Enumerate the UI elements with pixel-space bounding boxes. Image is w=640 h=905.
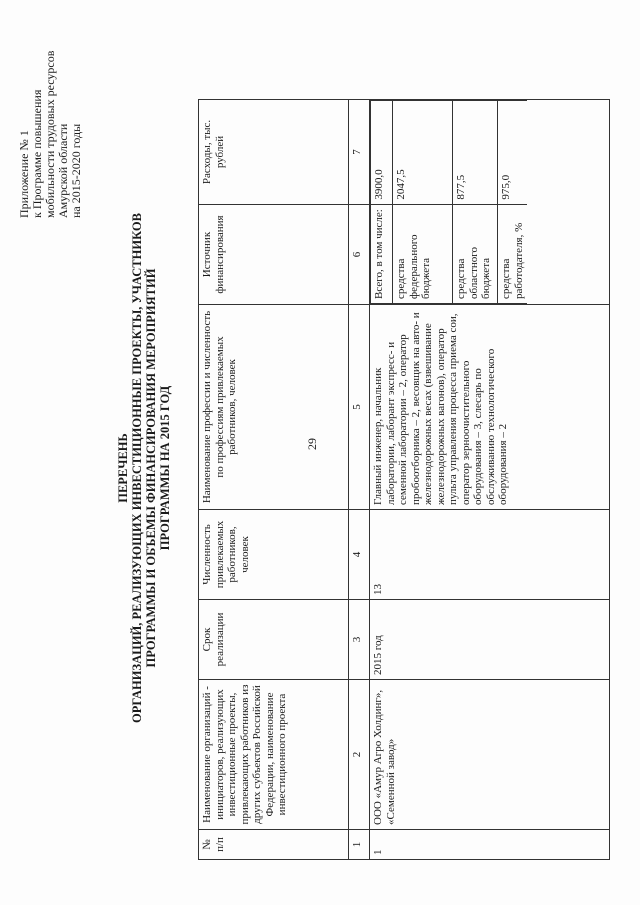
column-number: 7	[349, 100, 370, 205]
column-number: 3	[349, 600, 370, 680]
row-num: 1	[370, 830, 610, 860]
source-name: Всего, в том числе:	[371, 204, 393, 303]
source-amount: 3900,0	[371, 101, 393, 205]
title-line: ОРГАНИЗАЦИЙ, РЕАЛИЗУЮЩИХ ИНВЕСТИЦИОННЫЕ ПРОЕКТЫ, УЧАСТНИКОВ	[130, 213, 144, 723]
column-number: 2	[349, 680, 370, 830]
source-name: средства областного бюджета	[453, 204, 498, 303]
row-professions: Главный инженер, начальник лаборатории, лаборант экспресс- и семенной лаборатории – 2, оператор пробоотборника – 2, весовщик на авто- и железнодорожных весах (взвешивание железнодорожных вагонов), оператор пульта управления процесса приема сои, оператор зерноочистительного оборудования – 3, слесарь по обслуживанию технологического оборудования – 2	[370, 305, 610, 510]
rotated-content	[8, 18, 613, 878]
sources-cell	[370, 100, 610, 305]
document-title	[116, 138, 172, 798]
sources-table	[370, 100, 527, 304]
source-amount: 877,5	[453, 101, 498, 205]
column-number: 1	[349, 830, 370, 860]
appendix-line: мобильности трудовых ресурсов	[43, 50, 57, 218]
source-row	[498, 101, 528, 304]
source-row	[393, 101, 453, 304]
column-number: 4	[349, 510, 370, 600]
header-source: Источник финансирования	[199, 205, 349, 305]
source-name: средства федерального бюджета	[393, 204, 453, 303]
appendix-line: Амурской области	[56, 123, 70, 218]
row-term: 2015 год	[370, 600, 610, 680]
row-count: 13	[370, 510, 610, 600]
column-number-row	[349, 100, 370, 860]
header-expenses: Расходы, тыс. рублей	[199, 100, 349, 205]
header-num: № п/п	[199, 830, 349, 860]
title-line: ПРОГРАММЫ И ОБЪЕМЫ ФИНАНСИРОВАНИЯ МЕРОПРИЯТИЙ	[144, 268, 158, 668]
source-row	[371, 101, 393, 304]
source-amount: 975,0	[498, 101, 528, 205]
appendix-line: к Программе повышения	[30, 89, 44, 218]
header-count: Численность привлекаемых работников, человек	[199, 510, 349, 600]
appendix-line: на 2015-2020 годы	[69, 123, 83, 218]
row-org: ООО «Амур Агро Холдинг», «Семенной завод»	[370, 680, 610, 830]
source-row	[453, 101, 498, 304]
header-professions: Наименование профессии и численность по профессиям привлекаемых работников, человек	[199, 305, 349, 510]
column-number: 6	[349, 205, 370, 305]
program-table	[198, 99, 610, 860]
table-row	[370, 100, 610, 860]
appendix-line: Приложение № 1	[17, 130, 31, 218]
column-number: 5	[349, 305, 370, 510]
page-number: 29	[305, 438, 319, 450]
source-name: средства работодателя, %	[498, 204, 528, 303]
source-amount: 2047,5	[393, 101, 453, 205]
header-term: Срок реализации	[199, 600, 349, 680]
header-org: Наименование организаций - инициаторов, реализующих инвестиционные проекты, привлекающих работников из других субъектов Российской Федерации, наименование инвестиционного проекта	[199, 680, 349, 830]
title-line: ПРОГРАММЫ НА 2015 ГОД	[158, 385, 172, 551]
appendix-block	[18, 18, 83, 218]
title-line: ПЕРЕЧЕНЬ	[116, 433, 130, 503]
header-row	[199, 100, 349, 860]
